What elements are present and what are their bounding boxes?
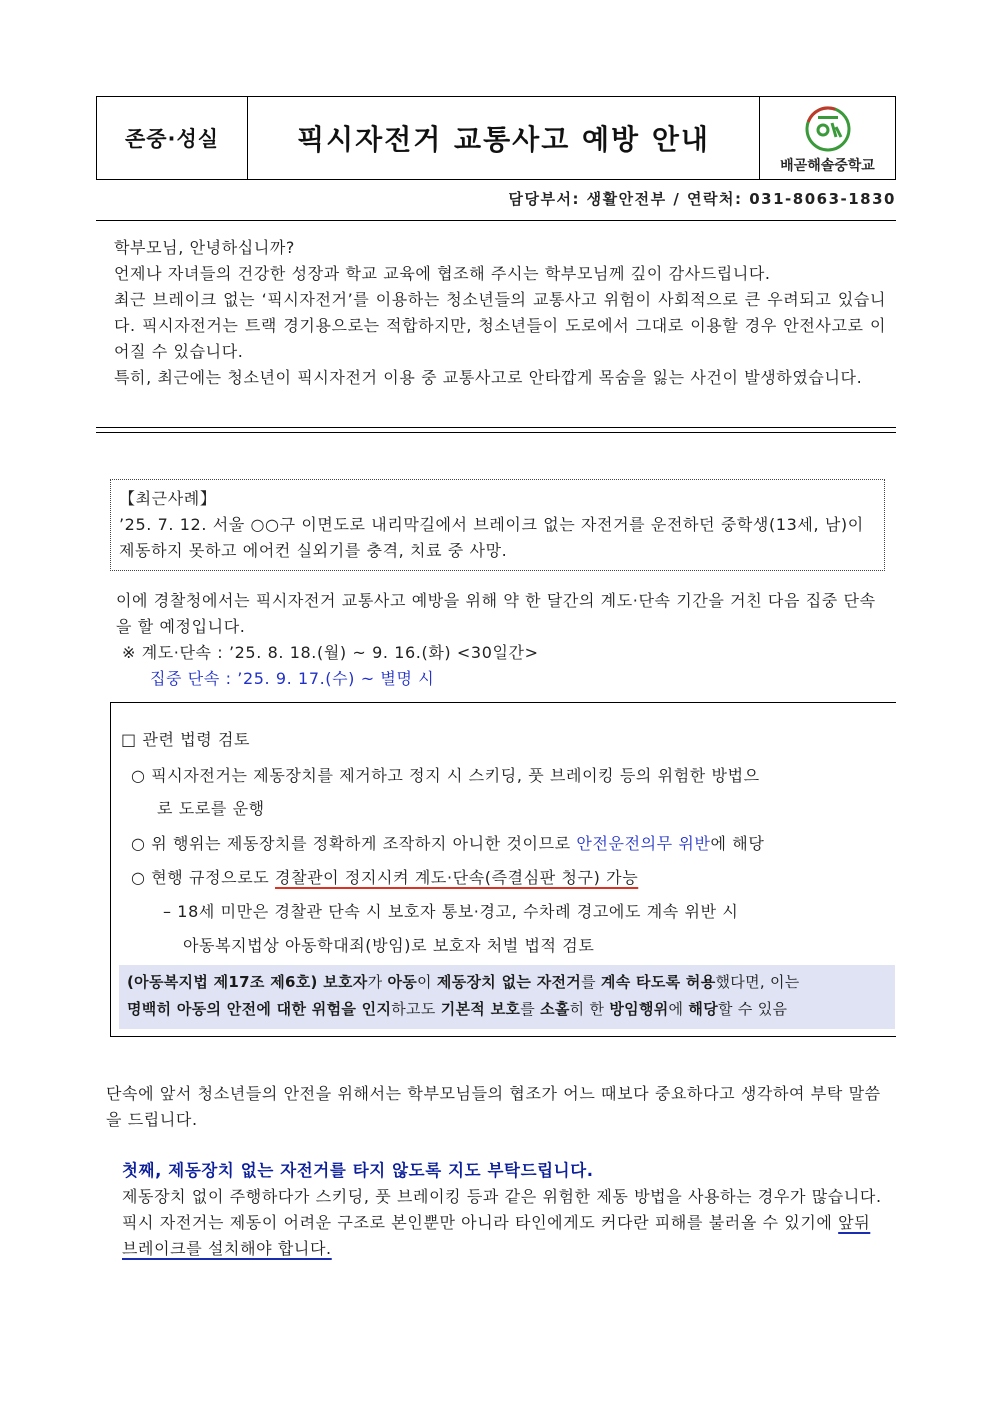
case-heading: 【최근사례】 bbox=[119, 489, 217, 508]
text: ○ 위 행위는 제동장치를 정확하게 조작하지 아니한 것이므로 bbox=[131, 834, 577, 853]
highlight-duty: 안전운전의무 위반 bbox=[576, 834, 711, 853]
divider bbox=[96, 427, 896, 428]
page-title: 픽시자전거 교통사고 예방 안내 bbox=[297, 123, 710, 156]
request-text: 제동장치 없이 주행하다가 스키딩, 풋 브레이킹 등과 같은 위험한 제동 방법을 사용하는 경우가 많습니다. bbox=[122, 1187, 882, 1206]
law-bullet: ○ 픽시자전거는 제동장치를 제거하고 정지 시 스키딩, 풋 브레이킹 등의 위험한 방법으 bbox=[131, 766, 760, 785]
text: (아동복지법 제17조 제6호) bbox=[127, 973, 318, 991]
police-notice bbox=[116, 588, 886, 692]
greeting: 학부모님, 안녕하십니까? bbox=[114, 238, 296, 257]
contact-info: 담당부서: 생활안전부 / 연락처: 031-8063-1830 bbox=[508, 190, 896, 208]
text: 를 bbox=[581, 973, 601, 991]
brake-install-note: 앞뒤 브레이크를 설치해야 합니다. bbox=[122, 1213, 871, 1258]
intro-section bbox=[114, 235, 886, 391]
law-bullet bbox=[131, 865, 638, 888]
highlight-enforcement: 경찰관이 정지시켜 계도·단속(즉결심판 청구) 가능 bbox=[275, 868, 639, 887]
request-text bbox=[122, 1210, 886, 1262]
law-sub-item: – 18세 미만은 경찰관 단속 시 보호자 통보·경고, 수차례 경고에도 계속 위반 시 bbox=[163, 902, 739, 921]
law-bullet-cont: 로 도로를 운행 bbox=[157, 799, 265, 818]
text: 명백히 아동의 안전에 대한 위험을 인지 bbox=[127, 1000, 392, 1018]
period-intensive: 집중 단속 : ’25. 9. 17.(수) ~ 별명 시 bbox=[150, 669, 435, 688]
text: 를 bbox=[520, 1000, 541, 1018]
text: ○ 현행 규정으로도 bbox=[131, 868, 276, 887]
text: 할 수 있음 bbox=[718, 1000, 788, 1018]
text: 에 bbox=[668, 1000, 689, 1018]
school-logo-box bbox=[759, 97, 895, 179]
divider bbox=[96, 220, 896, 221]
law-bullet bbox=[131, 831, 764, 854]
intro-paragraph: 최근 브레이크 없는 ‘픽시자전거’를 이용하는 청소년들의 교통사고 위험이 사회적으로 큰 우려되고 있습니다. 픽시자전거는 트랙 경기용으로는 적합하지만, 청소년들이 도로에서 그대로 이용할 경우 안전사고로 이어질 수 있습니다. bbox=[114, 290, 886, 361]
intro-paragraph: 특히, 최근에는 청소년이 픽시자전거 이용 중 교통사고로 안타깝게 목숨을 잃는 사건이 발생하였습니다. bbox=[114, 368, 863, 387]
period-guidance: ※ 계도·단속 : ’25. 8. 18.(월) ~ 9. 16.(화) <30일간> bbox=[122, 643, 539, 662]
text: 가 bbox=[367, 973, 388, 991]
divider bbox=[96, 432, 896, 433]
text: 이 bbox=[417, 973, 437, 991]
text: 보호자 bbox=[317, 973, 368, 991]
closing-paragraph bbox=[106, 1081, 886, 1133]
text: 했다면, 이는 bbox=[715, 973, 800, 991]
note-line bbox=[119, 996, 895, 1023]
law-review-box bbox=[110, 702, 896, 1037]
text: 계속 타도록 허용 bbox=[600, 973, 716, 991]
recent-case-box bbox=[110, 479, 885, 571]
school-name: 배곧해솔중학교 bbox=[780, 158, 875, 174]
text: 에 해당 bbox=[710, 834, 765, 853]
document-header bbox=[96, 96, 896, 180]
text: 히 한 bbox=[569, 1000, 610, 1018]
child-welfare-note bbox=[119, 965, 895, 1029]
law-sub-item-cont: 아동복지법상 아동학대죄(방임)로 보호자 처벌 법적 검토 bbox=[183, 936, 595, 955]
text: 하고도 bbox=[391, 1000, 441, 1018]
case-text: ’25. 7. 12. 서울 ○○구 이면도로 내리막길에서 브레이크 없는 자전거를 운전하던 중학생(13세, 남)이 제동하지 못하고 에어컨 실외기를 충격, 치료 중 사망. bbox=[119, 515, 864, 560]
request-heading: 첫째, 제동장치 없는 자전거를 타지 않도록 지도 부탁드립니다. bbox=[122, 1161, 594, 1180]
intro-paragraph: 언제나 자녀들의 건강한 성장과 학교 교육에 협조해 주시는 학부모님께 깊이 감사드립니다. bbox=[114, 264, 771, 283]
text: 픽시 자전거는 제동이 어려운 구조로 본인뿐만 아니라 타인에게도 커다란 피해를 불러올 수 있기에 bbox=[122, 1213, 839, 1232]
school-logo-icon bbox=[799, 103, 857, 153]
text: 아동 bbox=[387, 973, 418, 991]
text: 기본적 보호 bbox=[440, 1000, 521, 1018]
notice-text: 이에 경찰청에서는 픽시자전거 교통사고 예방을 위해 약 한 달간의 계도·단속 기간을 거친 다음 집중 단속을 할 예정입니다. bbox=[116, 591, 876, 636]
text: 해당 bbox=[688, 1000, 718, 1018]
law-heading: □ 관련 법령 검토 bbox=[121, 730, 251, 749]
text: 방임행위 bbox=[609, 1000, 669, 1018]
note-line bbox=[119, 965, 895, 996]
closing-text: 단속에 앞서 청소년들의 안전을 위해서는 학부모님들의 협조가 어느 때보다 중요하다고 생각하여 부탁 말씀을 드립니다. bbox=[106, 1084, 881, 1129]
text: 소홀 bbox=[540, 1000, 570, 1018]
text: 제동장치 없는 자전거 bbox=[436, 973, 582, 991]
request-first bbox=[122, 1158, 886, 1262]
motto-label: 존중·성실 bbox=[97, 97, 248, 179]
